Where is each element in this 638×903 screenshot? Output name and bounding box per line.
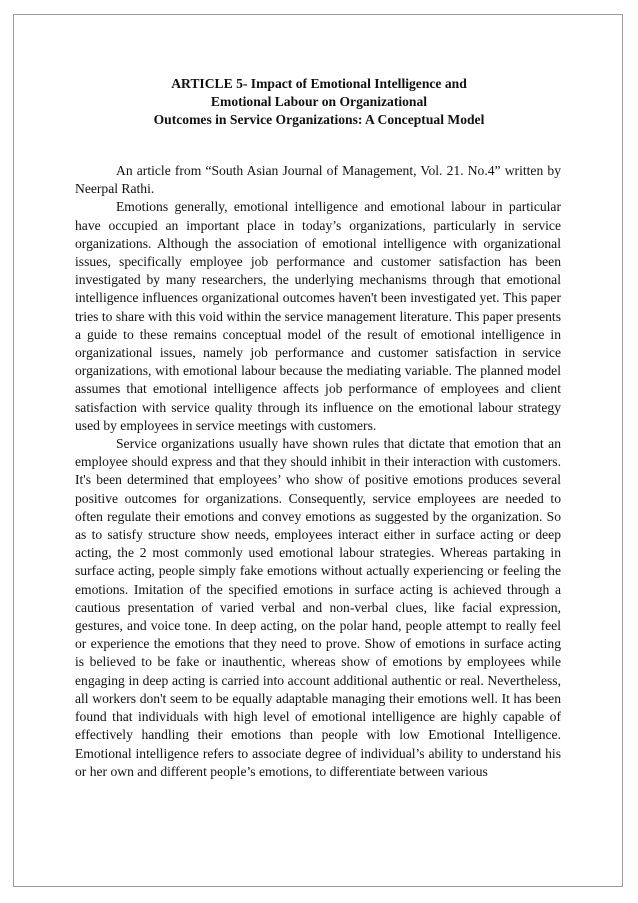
title-line-2: Emotional Labour on Organizational [210,94,428,109]
paragraph-service-organizations: Service organizations usually have shown rules that dictate that emotion that an employee should express and that they should inhibit in their interaction with customers. It's been determined that employees’ who show of positive emotions produces several positive outcomes for organizations. Consequently, service employees are needed to often regulate their emotions and convey emotions as suggested by the organization. So as to satisfy structure show needs, employees interact either in surface acting or deep acting, the 2 most commonly used emotional labour strategies. Whereas partaking in surface acting, people simply fake emotions without actually experiencing or feeling the emotions. Imitation of the specified emotions in surface acting is achieved through a cautious presentation of varied verbal and non-verbal clues, like facial expression, gestures, and voice tone. In deep acting, on the polar hand, people attempt to really feel or experience the emotions that they need to prove. Show of emotions in surface acting is believed to be fake or inauthentic, whereas show of emotions by employees while engaging in deep acting is carried into account additional authentic or real. Nevertheless, all workers don't seem to be equally adaptable managing their emotions well. It has been found that individuals with high level of emotional intelligence are highly capable of effectively handling their emotions than people with low Emotional Intelligence. Emotional intelligence refers to associate degree of individual’s ability to understand his or her own and different people’s emotions, to differentiate between various [75,436,561,779]
title-line-1: ARTICLE 5- Impact of Emotional Intelligence and [171,76,467,91]
article-body [75,162,561,781]
article-title [60,75,578,129]
paragraph-abstract: Emotions generally, emotional intelligence and emotional labour in particular have occupied an important place in today’s organizations, particularly in service organizations. Although the association of emotional intelligence with organizational issues, specifically employee job performance and customer satisfaction has been investigated by many researchers, the underlying mechanisms through that emotional intelligence influences organizational outcomes haven't been investigated yet. This paper tries to share with this void within the service management literature. This paper presents a guide to these remains conceptual model of the result of emotional intelligence in organizational issues, namely job performance and customer satisfaction in service organizations, with emotional labour because the mediating variable. The planned model assumes that emotional intelligence affects job performance of employees and client satisfaction with service quality through its influence on the emotional labour strategy used by employees in service meetings with customers. [75,199,561,433]
title-line-3: Outcomes in Service Organizations: A Conceptual Model [153,112,485,127]
paragraph-source: An article from “South Asian Journal of Management, Vol. 21. No.4” written by Neerpal Rathi. [75,163,561,197]
